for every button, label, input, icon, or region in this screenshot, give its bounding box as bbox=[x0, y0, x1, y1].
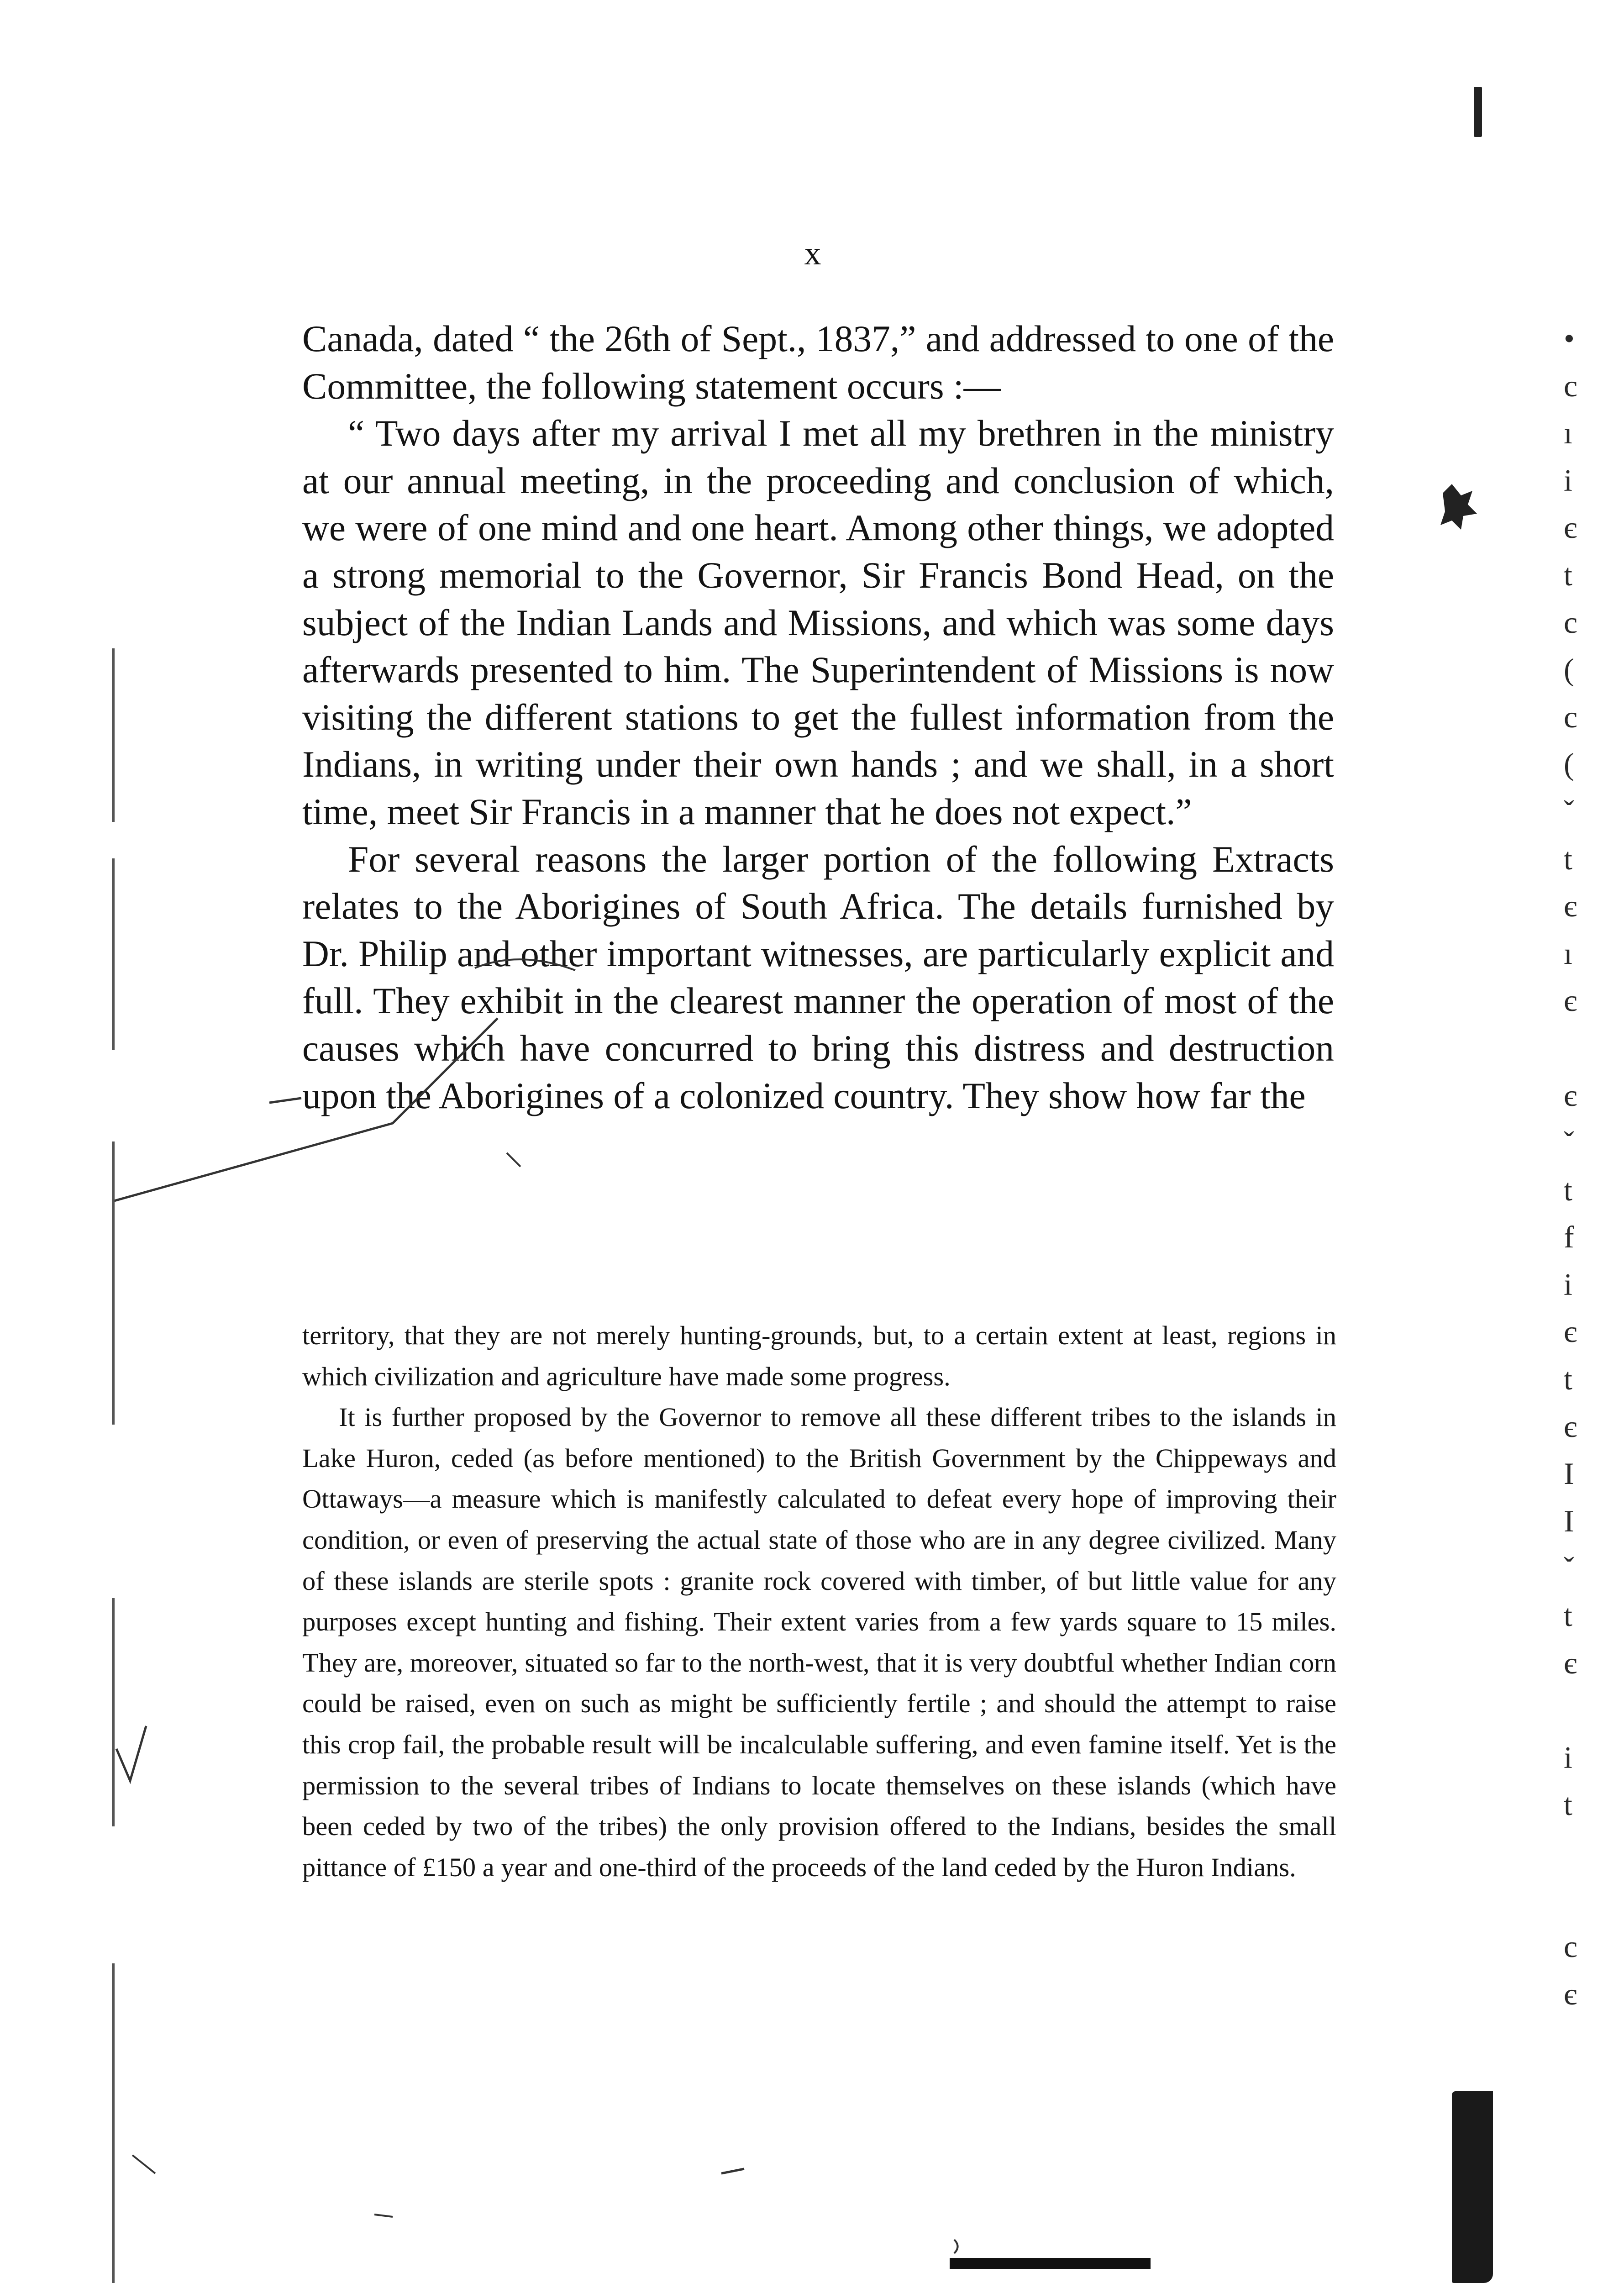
main-paragraph-1: Canada, dated “ the 26th of Sept., 1837,” and addressed to one of the Committee, the following statement occurs :— bbox=[302, 318, 1334, 407]
margin-letter: I bbox=[1564, 1456, 1574, 1491]
margin-letter: ( bbox=[1564, 652, 1574, 687]
margin-letter: є bbox=[1564, 1314, 1577, 1349]
ink-blot-right bbox=[1440, 484, 1477, 530]
footnote-paragraph-1: territory, that they are not merely hunting-grounds, but, to a certain extent at least, regions in which civilization and agriculture have made some progress. bbox=[302, 1320, 1336, 1391]
margin-letter: ˇ bbox=[1564, 794, 1574, 829]
margin-letter: ˇ bbox=[1564, 1125, 1574, 1160]
edge-ink-mark-bottom bbox=[1452, 2091, 1493, 2283]
margin-letter: t bbox=[1564, 1598, 1572, 1633]
margin-letter: ( bbox=[1564, 747, 1574, 782]
margin-letter: ı bbox=[1564, 936, 1572, 971]
pencil-checkmark bbox=[116, 1726, 146, 1781]
pencil-dash-1 bbox=[721, 2169, 744, 2173]
scan-edge-rule bbox=[112, 1142, 115, 1425]
margin-letter: I bbox=[1564, 1503, 1574, 1538]
margin-letter: є bbox=[1564, 1645, 1577, 1680]
scan-edge-rule bbox=[112, 1963, 115, 2283]
margin-letter: є bbox=[1564, 510, 1577, 545]
scan-edge-rule bbox=[112, 858, 115, 1050]
margin-letter: • bbox=[1564, 321, 1575, 356]
margin-letter: i bbox=[1564, 1267, 1572, 1302]
pencil-tick-operation bbox=[507, 1153, 520, 1167]
main-paragraph-3: For several reasons the larger portion of the following Extracts relates to the Aborigines of South Africa. The details furnished by Dr. Philip and other important witnesses, are particularly explicit and full. They exhibit in the clearest manner the operation of most of the causes which have concurred to bring this distress and destruction upon the Aborigines of a colonized country. They show how far the bbox=[302, 838, 1334, 1116]
page-number: x bbox=[804, 235, 821, 272]
main-paragraph-2: “ Two days after my arrival I met all my brethren in the ministry at our annual meeting, in the proceeding and conclusion of which, we were of one mind and one heart. Among other things, we adopted a strong memorial to the Governor, Sir Francis Bond Head, on the subject of the Indian Lands and Missions, and which was some days afterwards presented to him. The Superintendent of Missions is now visiting the different stations to get the fullest information from the Indians, in writing under their own hands ; and we shall, in a short time, meet Sir Francis in a manner that he does not expect.” bbox=[302, 412, 1334, 832]
margin-letter: є bbox=[1564, 1078, 1577, 1113]
bottom-ink-bar bbox=[950, 2258, 1151, 2269]
margin-letter: c bbox=[1564, 699, 1578, 734]
margin-letter: i bbox=[1564, 1740, 1572, 1775]
margin-letter: t bbox=[1564, 1362, 1572, 1397]
pencil-stroke-long bbox=[114, 1018, 498, 1201]
footnote-paragraph-2: It is further proposed by the Governor to remove all these different tribes to the islands in Lake Huron, ceded (as before mentioned) to the British Government by the Chippeways and Ottaways—a measure which is manifestly calculated to defeat every hope of improving their condition, or even of preserving the actual state of those who are in any degree civilized. Many of these islands are sterile spots : granite rock covered with timber, of but little value for any purposes except hunting and fishing. Their extent varies from a few yards square to 15 miles. They are, moreover, situated so far to the north-west, that it is very doubtful whether Indian corn could be raised, even on such as might be sufficiently fertile ; and should the attempt to raise this crop fail, the probable result will be incalculable suffering, and even famine itself. Yet is the permission to the several tribes of Indians to locate themselves on these islands (which have been ceded by two of the tribes) the only provision offered to the Indians, besides the small pittance of £150 a year and one-third of the proceeds of the land ceded by the Huron Indians. bbox=[302, 1402, 1336, 1882]
margin-letter: i bbox=[1564, 463, 1572, 498]
margin-letter: є bbox=[1564, 1409, 1577, 1444]
pencil-tick-bottom-left bbox=[132, 2155, 155, 2173]
scan-edge-rule bbox=[112, 1598, 115, 1826]
pencil-paren bbox=[954, 2240, 958, 2253]
margin-letter: t bbox=[1564, 557, 1572, 592]
scan-edge-rule bbox=[112, 648, 115, 822]
margin-letter: є bbox=[1564, 1976, 1577, 2011]
margin-letter: f bbox=[1564, 1220, 1574, 1255]
margin-letter: ˇ bbox=[1564, 1551, 1574, 1586]
margin-letter: c bbox=[1564, 605, 1578, 640]
margin-letter: t bbox=[1564, 1787, 1572, 1822]
pencil-stroke-arrow bbox=[269, 1098, 301, 1103]
margin-letter: t bbox=[1564, 1172, 1572, 1207]
margin-letter: є bbox=[1564, 889, 1577, 924]
margin-letter: c bbox=[1564, 368, 1578, 403]
margin-letter: c bbox=[1564, 1929, 1578, 1964]
margin-letter: t bbox=[1564, 841, 1572, 876]
margin-letter: є bbox=[1564, 983, 1577, 1018]
margin-letter: ı bbox=[1564, 416, 1572, 451]
pencil-dash-2 bbox=[374, 2215, 393, 2217]
pencil-underline-reasons bbox=[475, 959, 575, 970]
